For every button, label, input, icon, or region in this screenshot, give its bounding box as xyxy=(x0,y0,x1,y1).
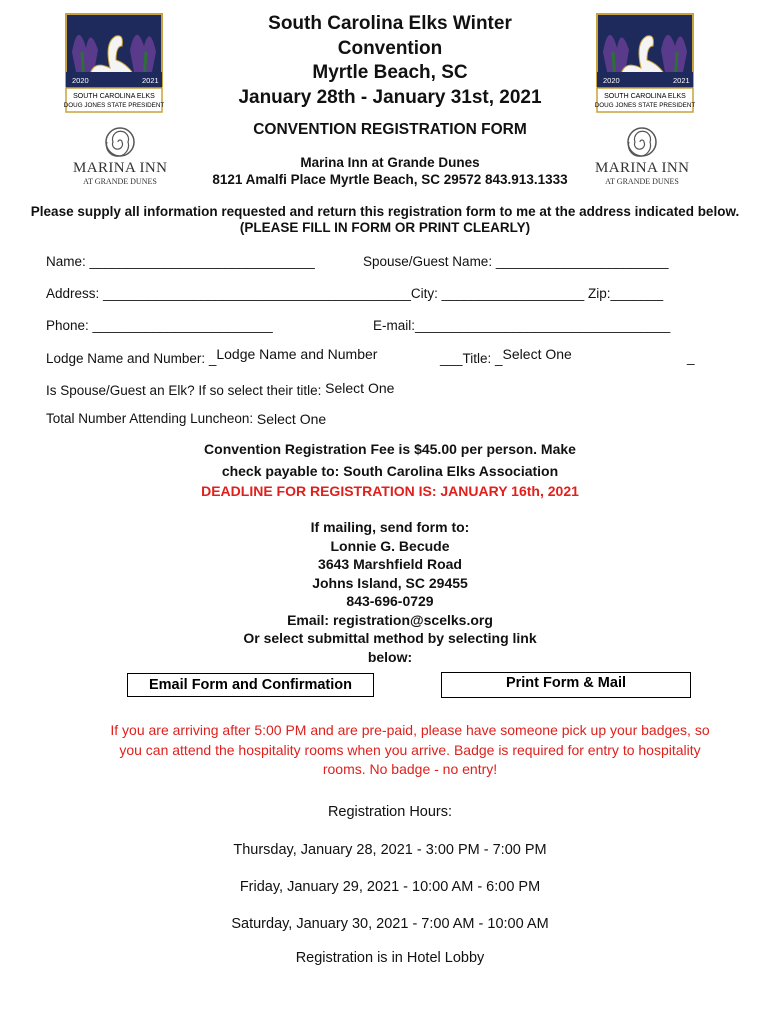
mailing-line: Johns Island, SC 29455 xyxy=(312,574,468,591)
spouse-elk-title-select[interactable]: Select One xyxy=(325,380,395,396)
lodge-row xyxy=(46,346,378,366)
venue-name: Marina Inn at Grande Dunes xyxy=(300,155,480,170)
svg-text:MARINA INN xyxy=(73,160,167,176)
mailing-line: Email: registration@scelks.org xyxy=(287,611,493,628)
swan-iris-emblem-icon xyxy=(64,12,164,114)
marina-inn-logo-left xyxy=(72,126,168,193)
svg-text:SOUTH CAROLINA ELKS xyxy=(604,93,686,100)
mailing-line: Or select submittal method by selecting link xyxy=(243,630,537,646)
mailing-line: If mailing, send form to: xyxy=(310,519,470,535)
fee-line: Convention Registration Fee is $45.00 per person. Make xyxy=(204,441,576,457)
title-label: ___Title: _ xyxy=(440,351,503,366)
svg-text:2020 xyxy=(603,76,620,85)
logo-caption-line1: SOUTH CAROLINA ELKS xyxy=(604,93,686,100)
logo-year-right: 2021 xyxy=(673,76,690,85)
email-field[interactable]: E-mail:__________________________________ xyxy=(373,318,671,333)
registration-hours-heading: Registration Hours: xyxy=(327,804,453,820)
instructions-text: Please supply all information requested and return this registration form to me at the address indicated below. (PLEASE FILL IN FORM OR PRINT CLEARLY) xyxy=(30,204,740,235)
title-underline: _ xyxy=(687,350,695,365)
spouse-elk-row xyxy=(46,382,394,398)
marina-logo-tagline: AT GRANDE DUNES xyxy=(605,177,679,186)
spouse-elk-label: Is Spouse/Guest an Elk? If so select their title: xyxy=(46,383,322,398)
print-form-mail-button[interactable]: Print Form & Mail xyxy=(441,672,691,698)
swan-iris-emblem-icon xyxy=(595,12,695,114)
address-city-zip-field[interactable]: Address: _________________________________________City: ___________________ Zip:_______ xyxy=(46,286,664,301)
hours-saturday: Saturday, January 30, 2021 - 7:00 AM - 10:00 AM xyxy=(231,916,549,932)
logo-year-right: 2021 xyxy=(142,76,159,85)
title-line: South Carolina Elks Winter xyxy=(268,13,512,34)
venue-info xyxy=(160,154,620,188)
elks-emblem-logo-right xyxy=(595,12,695,119)
svg-text:DOUG JONES STATE PRESIDENT xyxy=(595,102,695,109)
svg-text:SOUTH CAROLINA ELKS xyxy=(73,93,155,100)
title-select[interactable]: Select One xyxy=(502,346,572,362)
marina-logo-name: MARINA INN xyxy=(595,160,689,176)
svg-text:DOUG JONES STATE PRESIDENT xyxy=(64,102,164,109)
lodge-label: Lodge Name and Number: _ xyxy=(46,351,217,366)
title-line: January 28th - January 31st, 2021 xyxy=(238,86,542,108)
luncheon-count-select[interactable]: Select One xyxy=(256,411,327,427)
marina-logo-tagline: AT GRANDE DUNES xyxy=(83,177,157,186)
fee-info xyxy=(150,438,630,482)
logo-year-left: 2020 xyxy=(72,76,89,85)
logo-caption-line2: DOUG JONES STATE PRESIDENT xyxy=(595,102,695,109)
badge-notice: If you are arriving after 5:00 PM and are pre-paid, please have someone pick up your badges, so you can attend the hospitality rooms when you arrive. Badge is required for entry to hospitality rooms. No badge - no entry! xyxy=(110,722,710,777)
email-form-button[interactable]: Email Form and Confirmation xyxy=(127,673,374,697)
registration-location: Registration is in Hotel Lobby xyxy=(295,950,485,966)
title-line: Convention xyxy=(337,37,443,59)
spouse-guest-name-field[interactable]: Spouse/Guest Name: _______________________ xyxy=(363,254,669,269)
mailing-instructions xyxy=(200,518,580,666)
mailing-line: Lonnie G. Becude xyxy=(330,537,450,554)
svg-text:2021 xyxy=(142,76,159,85)
mailing-line: below: xyxy=(367,648,413,665)
title-row xyxy=(440,346,572,366)
hours-friday: Friday, January 29, 2021 - 10:00 AM - 6:00 PM xyxy=(239,879,541,895)
mailing-line: 843-696-0729 xyxy=(346,593,434,609)
elks-emblem-logo-left xyxy=(64,12,164,119)
logo-year-left: 2020 xyxy=(603,76,620,85)
convention-title xyxy=(200,12,580,110)
lodge-name-input[interactable]: Lodge Name and Number xyxy=(216,346,378,362)
registration-deadline: DEADLINE FOR REGISTRATION IS: JANUARY 16th, 2021 xyxy=(201,483,579,499)
logo-caption-line1: SOUTH CAROLINA ELKS xyxy=(73,93,155,100)
name-field[interactable]: Name: ______________________________ xyxy=(46,254,315,269)
title-line: Myrtle Beach, SC xyxy=(312,62,468,83)
svg-text:2020 xyxy=(72,76,89,85)
form-heading: CONVENTION REGISTRATION FORM xyxy=(253,121,527,138)
mailing-line: 3643 Marshfield Road xyxy=(318,556,462,572)
marina-logo-name: MARINA INN xyxy=(73,160,167,176)
fee-line: check payable to: South Carolina Elks Association xyxy=(221,463,559,479)
venue-address: 8121 Amalfi Place Myrtle Beach, SC 29572 843.913.1333 xyxy=(212,172,568,187)
svg-text:AT GRANDE DUNES xyxy=(83,177,157,186)
nautilus-shell-icon xyxy=(72,126,168,188)
logo-caption-line2: DOUG JONES STATE PRESIDENT xyxy=(64,102,164,109)
luncheon-label: Total Number Attending Luncheon: xyxy=(46,411,254,426)
svg-text:2021 xyxy=(673,76,690,85)
luncheon-row xyxy=(46,410,326,426)
phone-field[interactable]: Phone: ________________________ xyxy=(46,318,273,333)
hours-thursday: Thursday, January 28, 2021 - 3:00 PM - 7:00 PM xyxy=(233,842,547,858)
